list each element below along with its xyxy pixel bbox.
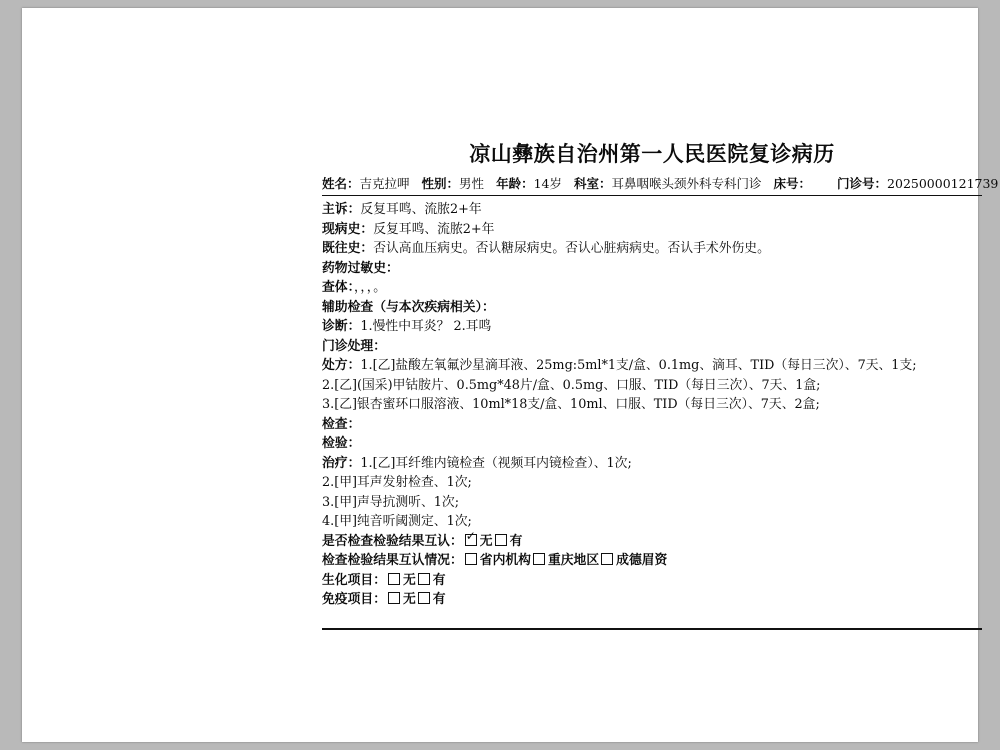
checkbox-row-immunology — [322, 590, 982, 610]
document-page — [22, 8, 999, 742]
field-value: 3.[甲]声导抗测听、1次; — [322, 494, 460, 510]
checkbox-none[interactable] — [388, 592, 400, 604]
medical-record — [322, 138, 999, 630]
checkbox-label: 重庆地区 — [547, 553, 600, 568]
field-value: 1.[乙]耳纤维内镜检查（视频耳内镜检查）、1次; — [360, 455, 632, 471]
checkbox-row-label: 检查检验结果互认情况： — [322, 553, 463, 568]
checkbox-label: 省内机构 — [479, 553, 531, 568]
record-line — [322, 298, 982, 318]
field-value: 反复耳鸣、流脓2+年 — [360, 202, 482, 217]
age-label: 年龄： — [496, 176, 534, 191]
gender-label: 性别： — [421, 176, 460, 191]
field-label: 门诊处理： — [322, 338, 386, 354]
record-line — [322, 200, 982, 220]
field-value: 1.[乙]盐酸左氧氟沙星滴耳液、25mg:5ml*1支/盒、0.1mg、滴耳、TID（每日三次）、7天、1支; — [360, 358, 917, 373]
checkbox-row-label: 免疫项目： — [322, 592, 386, 607]
record-line — [322, 356, 982, 376]
gender-value: 男性 — [459, 176, 485, 191]
record-line — [322, 259, 982, 279]
record-line — [322, 473, 982, 493]
checkbox-none[interactable] — [388, 573, 400, 585]
checkbox-label: 成德眉资 — [616, 553, 668, 568]
record-line — [322, 493, 982, 513]
field-label: 现病史： — [322, 221, 374, 237]
record-line — [322, 415, 982, 435]
field-value: 4.[甲]纯音听阈测定、1次; — [322, 514, 472, 529]
field-label: 检查： — [322, 416, 361, 432]
bed-label: 床号： — [773, 176, 812, 191]
checkbox-yes[interactable] — [418, 592, 430, 604]
checkbox-label: 无 — [402, 592, 416, 607]
field-value: 2.[乙](国采)甲钴胺片、0.5mg*48片/盒、0.5mg、口服、TID（每日三次）、7天、1盒; — [322, 377, 821, 393]
field-value: 3.[乙]银杏蜜环口服溶液、10ml*18支/盒、10ml、口服、TID（每日三次）、7天、2盒; — [322, 397, 820, 412]
dept-label: 科室： — [573, 176, 612, 191]
field-value: 反复耳鸣、流脓2+年 — [373, 221, 495, 237]
checkbox-row-recognition-scope — [322, 551, 982, 571]
checkbox-none[interactable] — [465, 534, 477, 546]
record-line — [322, 317, 982, 337]
field-label: 查体： — [322, 280, 354, 295]
record-line — [322, 239, 982, 259]
record-line — [322, 337, 982, 357]
field-label: 药物过敏史： — [322, 260, 399, 276]
field-value: ，，，。 — [354, 280, 386, 295]
record-line — [322, 220, 982, 240]
field-label: 检验： — [322, 436, 361, 451]
field-value: 1.慢性中耳炎？ 2.耳鸣 — [360, 319, 492, 334]
checkbox-chongqing[interactable] — [533, 553, 545, 565]
checkbox-row-biochemistry — [322, 571, 982, 591]
field-label: 治疗： — [322, 455, 361, 471]
field-label: 既往史： — [322, 241, 374, 256]
checkbox-chengdemeizi[interactable] — [601, 553, 613, 565]
checkbox-label: 无 — [479, 533, 493, 549]
mrn-label: 门诊号： — [837, 176, 888, 191]
checkbox-label: 无 — [402, 572, 416, 588]
dept-value: 耳鼻咽喉头颈外科专科门诊 — [611, 176, 762, 191]
bottom-divider — [322, 628, 982, 630]
page-title: 凉山彝族自治州第一人民医院复诊病历 — [469, 141, 835, 166]
field-label: 主诉： — [322, 202, 361, 217]
field-label: 诊断： — [322, 319, 361, 334]
checkbox-label: 有 — [432, 592, 446, 607]
checkbox-row-label: 是否检查检验结果互认： — [322, 533, 463, 549]
checkbox-yes[interactable] — [495, 534, 507, 546]
checkbox-yes[interactable] — [418, 573, 430, 585]
field-label: 处方： — [322, 358, 361, 373]
record-line — [322, 434, 982, 454]
checkbox-label: 有 — [432, 572, 446, 588]
name-label: 姓名： — [322, 176, 360, 191]
checkbox-provincial[interactable] — [465, 553, 477, 565]
field-value: 否认高血压病史。否认糖尿病史。否认心脏病病史。否认手术外伤史。 — [373, 241, 770, 256]
mrn-value: 20250000121739 — [887, 176, 999, 191]
record-line — [322, 376, 982, 396]
record-line — [322, 395, 982, 415]
name-value: 吉克拉呷 — [359, 176, 410, 191]
checkbox-label: 有 — [509, 533, 523, 549]
checkbox-row-mutual-recognition — [322, 532, 982, 552]
age-value: 14岁 — [533, 176, 562, 191]
checkbox-row-label: 生化项目： — [322, 572, 386, 588]
patient-header — [322, 174, 999, 196]
record-line — [322, 278, 982, 298]
field-value: 2.[甲]耳声发射检查、1次; — [322, 475, 472, 490]
record-line — [322, 512, 982, 532]
field-label: 辅助检查（与本次疾病相关）： — [322, 299, 495, 315]
record-line — [322, 454, 982, 474]
